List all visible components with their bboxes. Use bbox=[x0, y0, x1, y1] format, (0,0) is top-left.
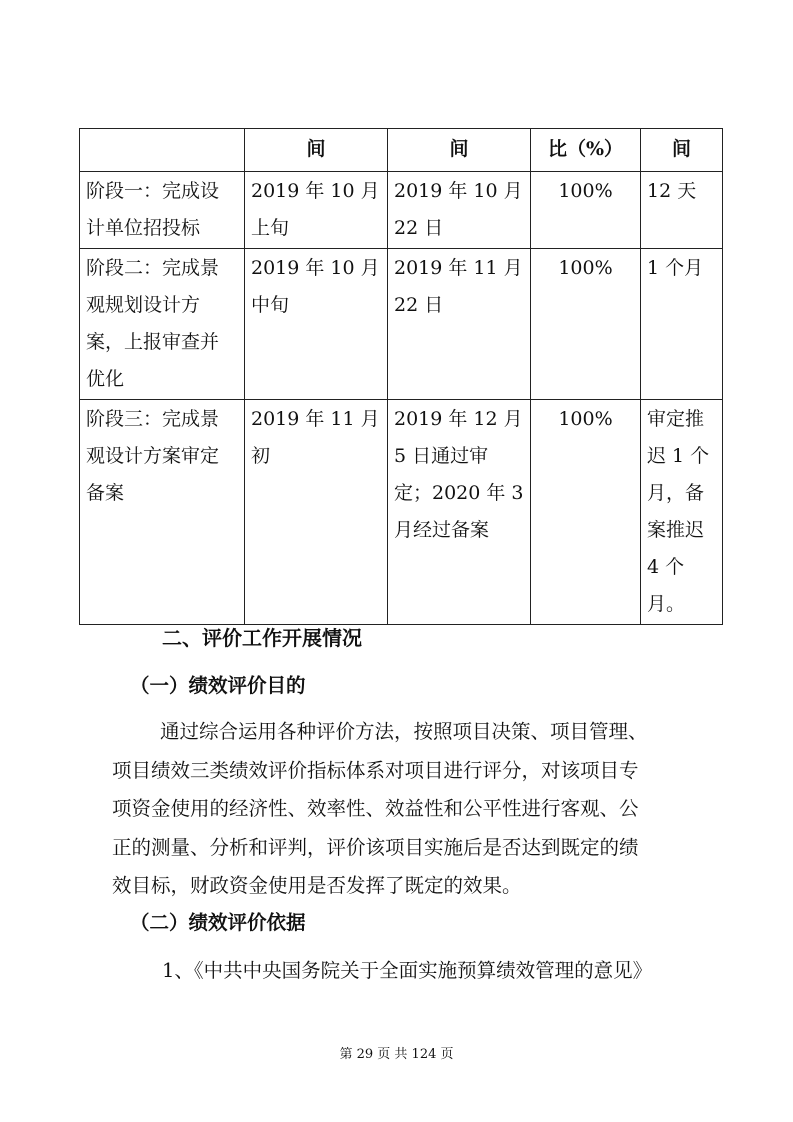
cell-line: 观设计方案审定 bbox=[86, 445, 220, 467]
end-time-cell bbox=[388, 249, 531, 400]
paragraph-line: 正的测量、分析和评判，评价该项目实施后是否达到既定的绩 bbox=[112, 835, 639, 859]
end-time-cell bbox=[388, 400, 531, 625]
subsection-heading-purpose: （一）绩效评价目的 bbox=[130, 674, 306, 697]
section-heading: 二、评价工作开展情况 bbox=[162, 626, 362, 650]
header-cell-duration: 间 bbox=[641, 129, 723, 172]
cell-line: 迟 1 个 bbox=[647, 445, 710, 467]
table-header-row bbox=[80, 129, 723, 172]
cell-line: 月经过备案 bbox=[394, 519, 490, 541]
cell-line: 中旬 bbox=[251, 294, 290, 316]
cell-line: 5 日通过审 bbox=[394, 445, 489, 467]
header-cell-start: 间 bbox=[245, 129, 388, 172]
header-cell-end: 间 bbox=[388, 129, 531, 172]
cell-line: 2019 年 12 月 bbox=[394, 408, 523, 430]
duration-cell bbox=[641, 249, 723, 400]
cell-line: 案，上报审查并 bbox=[86, 331, 220, 353]
cell-line: 月，备 bbox=[647, 482, 705, 504]
stage-cell bbox=[80, 249, 245, 400]
cell-line: 定；2020 年 3 bbox=[394, 482, 524, 504]
page-footer: 第 29 页 共 124 页 bbox=[339, 1047, 454, 1062]
cell-line: 2019 年 10 月 bbox=[251, 257, 380, 279]
cell-line: 22 日 bbox=[394, 217, 444, 239]
cell-line: 2019 年 11 月 bbox=[394, 257, 523, 279]
table-row bbox=[80, 400, 723, 625]
ratio-cell: 100% bbox=[531, 400, 641, 625]
duration-cell bbox=[641, 172, 723, 249]
cell-line: 1 个月 bbox=[647, 257, 704, 279]
paragraph-line: 效目标，财政资金使用是否发挥了既定的效果。 bbox=[112, 874, 522, 897]
end-time-cell bbox=[388, 172, 531, 249]
cell-line: 月。 bbox=[647, 593, 686, 615]
header-cell-stage bbox=[80, 129, 245, 172]
cell-line: 2019 年 10 月 bbox=[394, 180, 523, 202]
cell-line: 计单位招投标 bbox=[86, 217, 201, 239]
cell-line: 案推迟 bbox=[647, 519, 705, 541]
duration-cell bbox=[641, 400, 723, 625]
subsection-heading-basis: （二）绩效评价依据 bbox=[130, 911, 306, 934]
paragraph-line: 项资金使用的经济性、效率性、效益性和公平性进行客观、公 bbox=[112, 797, 639, 820]
paragraph-line: 项目绩效三类绩效评价指标体系对项目进行评分，对该项目专 bbox=[112, 758, 639, 782]
purpose-paragraph bbox=[112, 713, 697, 906]
stage-cell bbox=[80, 172, 245, 249]
ratio-cell: 100% bbox=[531, 249, 641, 400]
stage-schedule-table bbox=[79, 128, 723, 625]
cell-line: 2019 年 11 月 bbox=[251, 408, 380, 430]
table-row bbox=[80, 249, 723, 400]
cell-line: 2019 年 10 月 bbox=[251, 180, 380, 202]
start-time-cell bbox=[245, 172, 388, 249]
cell-line: 初 bbox=[251, 445, 271, 467]
header-cell-ratio: 比（%） bbox=[531, 129, 641, 172]
cell-line: 阶段二：完成景 bbox=[86, 257, 220, 279]
cell-line: 12 天 bbox=[647, 180, 697, 202]
basis-item-1: 1、《中共中央国务院关于全面实施预算绩效管理的意见》 bbox=[162, 959, 653, 982]
cell-line: 阶段一：完成设 bbox=[86, 180, 220, 202]
cell-line: 审定推 bbox=[647, 408, 705, 430]
start-time-cell bbox=[245, 400, 388, 625]
cell-line: 备案 bbox=[86, 482, 125, 504]
ratio-cell: 100% bbox=[531, 172, 641, 249]
start-time-cell bbox=[245, 249, 388, 400]
cell-line: 优化 bbox=[86, 368, 125, 390]
stage-cell bbox=[80, 400, 245, 625]
table-row bbox=[80, 172, 723, 249]
cell-line: 4 个 bbox=[647, 556, 685, 578]
paragraph-line: 通过综合运用各种评价方法，按照项目决策、项目管理、 bbox=[160, 720, 648, 743]
cell-line: 22 日 bbox=[394, 294, 444, 316]
cell-line: 上旬 bbox=[251, 217, 290, 239]
cell-line: 观规划设计方 bbox=[86, 294, 201, 316]
cell-line: 阶段三：完成景 bbox=[86, 408, 220, 430]
